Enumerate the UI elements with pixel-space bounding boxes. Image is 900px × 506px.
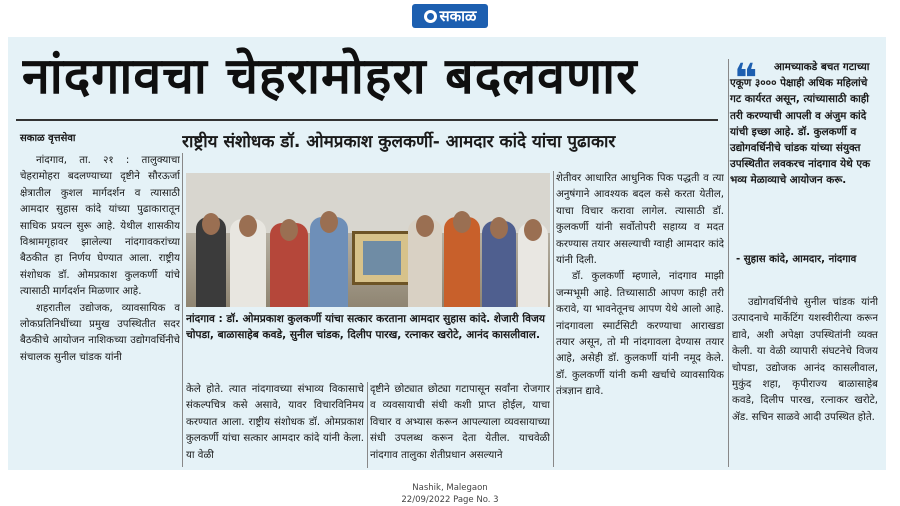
column-divider bbox=[182, 153, 183, 467]
person-head bbox=[453, 211, 471, 233]
article-column-3 bbox=[370, 382, 550, 470]
quote-source: - सुहास कांदे, आमदार, नांदगाव bbox=[736, 254, 857, 265]
person-head bbox=[524, 219, 542, 241]
paragraph: शहरातील उद्योजक, व्यावसायिक व लोकप्रतिनिधींच्या प्रमुख उपस्थितीत सदर बैठकीचे आयोजन नाशिकच्या उद्योगवर्धिनीचे संचालक सुनील चांडक यांनी bbox=[20, 302, 180, 363]
person-head bbox=[416, 215, 434, 237]
date-page-label: 22/09/2022 Page No. 3 bbox=[401, 495, 499, 505]
column-divider bbox=[367, 382, 368, 468]
paragraph: केले होते. त्यात नांदगावच्या संभाव्य विकासाचे संकल्पचित्र कसे असावे, यावर विचारविनिमय करण्यात आला. राष्ट्रीय संशोधक डॉ. ओमप्रकाश कुलकर्णी यांचा सत्कार आमदार कांदे यांनी केला. या वेळी bbox=[186, 384, 364, 461]
framed-memento bbox=[352, 231, 412, 285]
person-head bbox=[490, 217, 508, 239]
subheadline: राष्ट्रीय संशोधक डॉ. ओमप्रकाश कुलकर्णी- आमदार कांदे यांचा पुढाकार bbox=[182, 132, 616, 152]
person-head bbox=[239, 215, 257, 237]
pull-quote bbox=[730, 56, 880, 271]
column-divider bbox=[728, 59, 729, 467]
logo-text: सकाळ bbox=[439, 7, 477, 25]
quote-mark-icon: ❝ bbox=[734, 56, 758, 102]
person-head bbox=[202, 213, 220, 235]
paragraph: दृष्टीने छोट्यात छोट्या गटापासून सर्वांना रोजगार व व्यवसायाची संधी कशी प्राप्त होईल, याचा विचार व अभ्यास करून आपल्याला व्यवसायाच्या संधी उपलब्ध करून देता येतील. याचवेळी नांदगाव तालुका शेतीप्रधान असल्याने bbox=[370, 384, 550, 461]
logo-emblem-icon bbox=[424, 10, 437, 23]
edition-label: Nashik, Malegaon bbox=[412, 483, 488, 493]
person-head bbox=[320, 211, 338, 233]
quote-text: आमच्याकडे बचत गटाच्या एकूण ३००० पेक्षाही अधिक महिलांचे गट कार्यरत असून, त्यांच्यासाठी काही तरी करण्याची आपली व अंजुम कांदे यांची इच्छा आहे. डॉ. कुलकर्णी व उद्योगवर्धिनीचे चांडक यांच्या संयुक्त उपस्थितीत लवकरच नांदगाव येथे एक भव्य मेळाव्याचे आयोजन करू. bbox=[730, 61, 871, 187]
headline-rule bbox=[16, 119, 718, 121]
paragraph: नांदगाव, ता. २१ : तालुक्याचा चेहरामोहरा बदलण्याच्या दृष्टीने सौरऊर्जा क्षेत्रातील कुशल मार्गदर्शन व त्यासाठी आमदार सुहास कांदे यांच्या पुढाकारातून साधिक प्रयत्न सुरू आहे. येथील शासकीय विश्रामगृहावर झालेल्या नांदगावकरांच्या बैठकीत हा निर्णय घेण्यात आला. राष्ट्रीय संशोधक डॉ. ओमप्रकाश कुलकर्णी यांचे त्यासाठी मार्गदर्शन मिळणार आहे. bbox=[20, 155, 180, 298]
paragraph: डॉ. कुलकर्णी म्हणाले, नांदगाव माझी जन्मभूमी आहे. तिच्यासाठी आपण काही तरी करावे, या भावनेतूनच आपण येथे आलो आहे. नांदगावला स्मार्टसिटी करण्याचा आराखडा तयार असून, तो मी नांदगावला देण्यास तयार आहे, असेही डॉ. कुलकर्णी यांनी नमूद केले. डॉ. कुलकर्णी यांनी कमी खर्चाचे व्यावसायिक तंत्रज्ञान द्यावे. bbox=[556, 271, 724, 398]
photo-caption: नांदगाव : डॉ. ओमप्रकाश कुलकर्णी यांचा सत्कार करताना आमदार सुहास कांदे. शेजारी विजय चोपडा, बाळासाहेब कवडे, सुनील चांडक, दिलीप पारख, रत्नाकर खरोटे, आनंद कासलीवाल. bbox=[186, 313, 545, 341]
byline: सकाळ वृत्तसेवा bbox=[20, 133, 76, 144]
article-column-2 bbox=[186, 382, 364, 470]
article-column-1 bbox=[20, 153, 180, 463]
news-photo bbox=[186, 173, 550, 307]
masthead bbox=[0, 4, 900, 28]
paragraph: उद्योगवर्धिनीचे सुनील चांडक यांनी उत्पादनाचे मार्केटिंग यशस्वीरीत्या करून द्यावे, अशी अपेक्षा उपस्थितांनी व्यक्त केली. या वेळी व्यापारी संघटनेचे विजय चोपडा, उद्योजक आनंद कासलीवाल, मुकुंद शहा, कृपीराज्य बाळासाहेब कवडे, दिलीप पारख, रत्नाकर खरोटे, ॲड. सचिन साळवे आदी उपस्थित होते. bbox=[732, 297, 878, 423]
article-column-4 bbox=[556, 171, 724, 467]
headline: नांदगावचा चेहरामोहरा बदलवणार bbox=[22, 47, 638, 105]
paragraph: शेतीवर आधारित आधुनिक पिक पद्धती व त्या अनुषंगाने आवश्यक बदल कसे करता येतील, याचा विचार करावा लागेल. त्यासाठी डॉ. कुलकर्णी यांनी सर्वोतोपरी सहाय्य व मदत करण्यास तयार असल्याची ग्वाही आमदार कांदे यांनी दिली. bbox=[556, 173, 724, 267]
article-column-5 bbox=[732, 295, 878, 467]
column-divider bbox=[553, 171, 554, 467]
person-head bbox=[280, 219, 298, 241]
newspaper-logo bbox=[412, 4, 488, 28]
news-clipping bbox=[8, 37, 886, 470]
